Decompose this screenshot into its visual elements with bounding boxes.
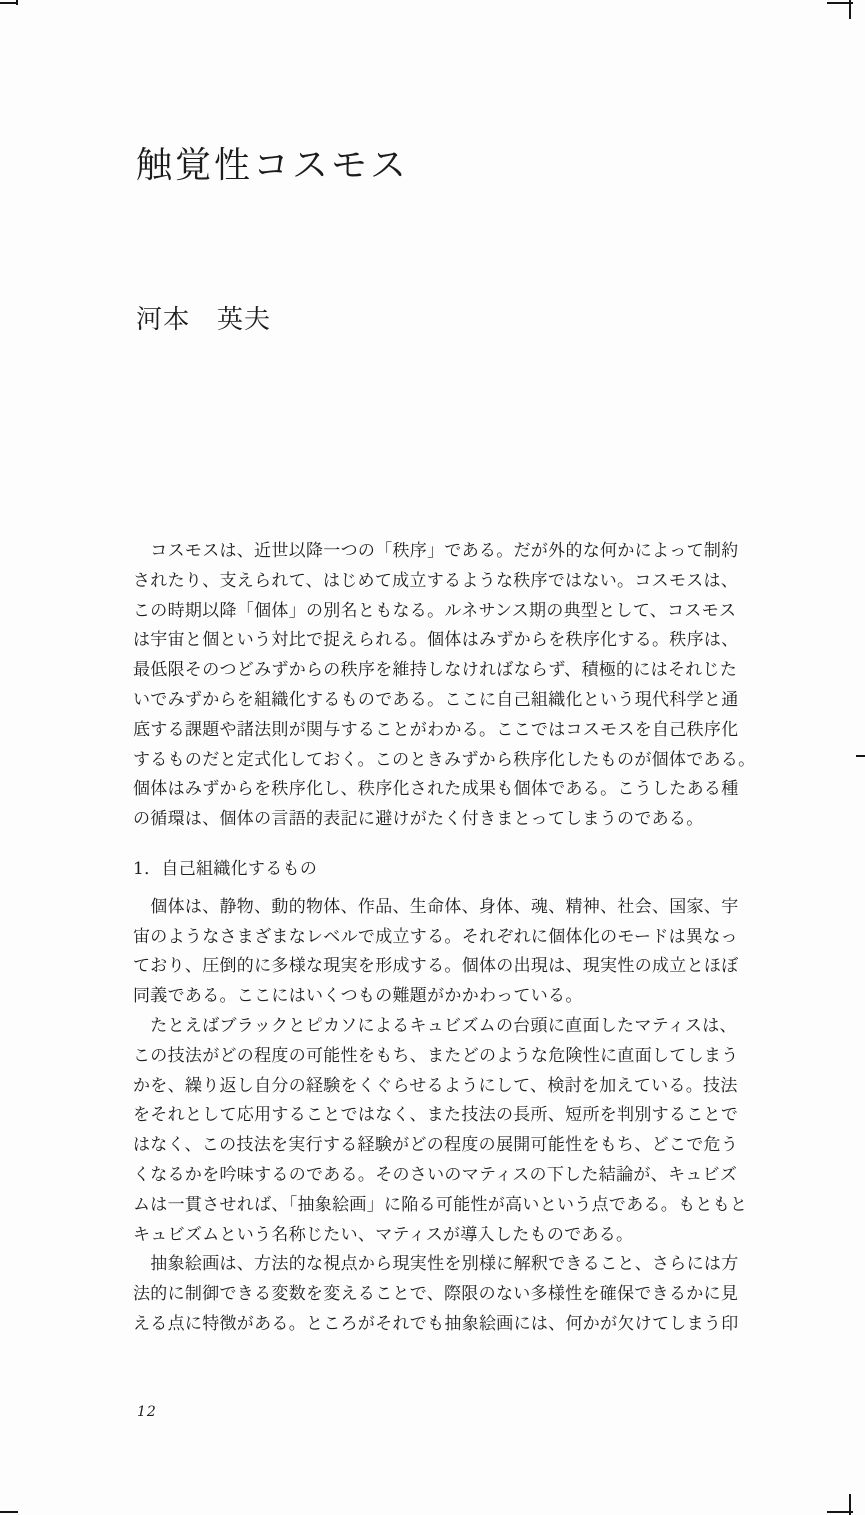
section-heading-1 — [133, 855, 773, 885]
body-line: いでみずからを組織化するものである。ここに自己組織化という現代科学と通 — [133, 689, 739, 710]
crop-mark-right-center — [856, 755, 865, 757]
body-line: 抽象絵画は、方法的な視点から現実性を別様に解釈できること、さらには方 — [133, 1254, 739, 1275]
body-line: たとえばブラックとピカソによるキュビズムの台頭に直面したマティスは、 — [133, 1015, 737, 1036]
body-line: 法的に制御できる変数を変えることで、際限のない多様性を確保できるかに見 — [133, 1284, 739, 1305]
body-line: は宇宙と個という対比で捉えられる。個体はみずからを秩序化する。秩序は、 — [133, 630, 739, 651]
body-line: するものだと定式化しておく。このときみずから秩序化したものが個体である。 — [133, 749, 756, 770]
paragraph-4 — [133, 1250, 773, 1339]
body-line: の循環は、個体の言語的表記に避けがたく付きまとってしまうのである。 — [133, 809, 704, 830]
paragraph-2 — [133, 893, 773, 1012]
body-line: コスモスは、近世以降一つの「秩序」である。だが外的な何かによって制約 — [133, 541, 739, 561]
crop-mark-top-right-tick — [849, 0, 851, 19]
body-line: える点に特徴がある。ところがそれでも抽象絵画には、何かが欠けてしまう印 — [133, 1313, 739, 1334]
crop-mark-top-left-tick — [16, 0, 18, 5]
body-line: はなく、この技法を実行する経験がどの程度の展開可能性をもち、どこで危う — [133, 1135, 739, 1156]
body-line: 宙のようなさまざまなレベルで成立する。それぞれに個体化のモードは異なっ — [133, 926, 738, 947]
body-line: 個体は、静物、動的物体、作品、生命体、身体、魂、精神、社会、国家、宇 — [133, 896, 739, 917]
body-line: 同義である。ここにはいくつもの難題がかかわっている。 — [133, 986, 583, 1007]
page-title: 触覚性コスモス — [136, 145, 410, 186]
body-line: されたり、支えられて、はじめて成立するような秩序ではない。コスモスは、 — [133, 570, 739, 591]
paragraph-1 — [133, 537, 773, 835]
body-line: キュビズムという名称じたい、マティスが導入したものである。 — [133, 1224, 634, 1245]
body-line: この時期以降「個体」の別名ともなる。ルネサンス期の典型として、コスモス — [133, 600, 737, 621]
crop-mark-bottom-right-tick — [849, 1494, 851, 1515]
body-line: くなるかを吟味するのである。そのさいのマティスの下した結論が、キュビズ — [133, 1164, 738, 1185]
body-line: ムは一貫させれば、「抽象絵画」に陥る可能性が高いという点である。もともと — [133, 1194, 748, 1215]
paragraph-3 — [133, 1012, 773, 1250]
heading-line: 1．自己組織化するもの — [133, 858, 318, 879]
crop-mark-bottom-left — [0, 1511, 18, 1513]
body-line: この技法がどの程度の可能性をもち、またどのような危険性に直面してしまう — [133, 1045, 739, 1066]
body-line: 個体はみずからを秩序化し、秩序化された成果も個体である。こうしたある種 — [133, 779, 739, 800]
body-line: かを、繰り返し自分の経験をくぐらせるようにして、検討を加えている。技法 — [133, 1075, 738, 1096]
body-line: 最低限そのつどみずからの秩序を維持しなければならず、積極的にはそれじた — [133, 660, 738, 681]
body-line: をそれとして応用することではなく、また技法の長所、短所を判別することで — [133, 1105, 739, 1126]
page-number: 12 — [137, 1404, 157, 1420]
author-name: 河本 英夫 — [136, 305, 272, 335]
body-text — [133, 537, 773, 1340]
body-line: ており、圧倒的に多様な現実を形成する。個体の出現は、現実性の成立とほぼ — [133, 956, 739, 977]
body-line: 底する課題や諸法則が関与することがわかる。ここではコスモスを自己秩序化 — [133, 719, 739, 740]
